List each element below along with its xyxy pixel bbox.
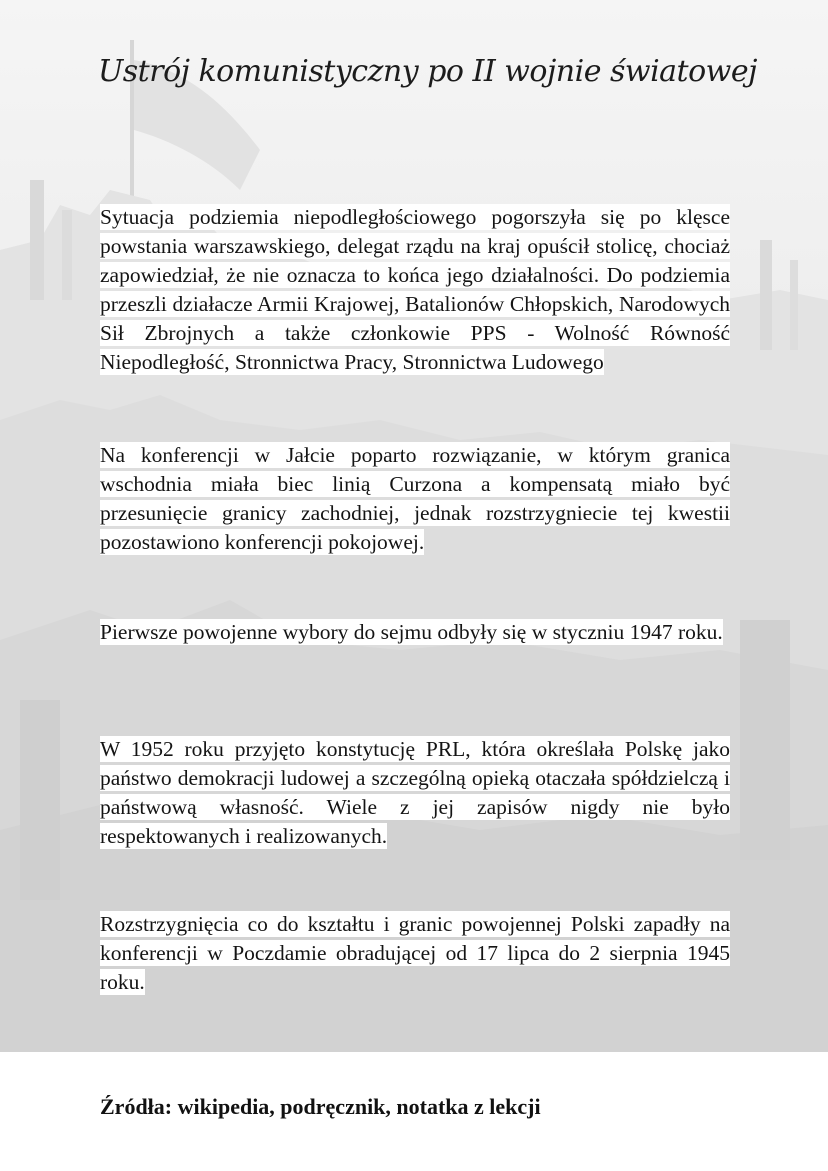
paragraph-2 <box>100 441 730 557</box>
sources-line: Źródła: wikipedia, podręcznik, notatka z lekcji <box>100 1094 541 1119</box>
paragraph-1 <box>100 203 730 377</box>
paragraph-4 <box>100 735 730 851</box>
paragraph-5 <box>100 910 730 997</box>
paragraph-2-text: Na konferencji w Jałcie poparto rozwiązanie, w którym granica wschodnia miała biec linią Curzona a kompensatą miało być przesunięcie granicy zachodniej, jednak rozstrzygniecie tej kwestii pozostawiono konferencji pokojowej. <box>100 443 730 554</box>
paragraph-4-text: W 1952 roku przyjęto konstytucję PRL, która określała Polskę jako państwo demokracji ludowej a szczególną opieką otaczała spółdzielczą i państwową własność. Wiele z jej zapisów nigdy nie było respektowanych i realizowanych. <box>100 737 730 848</box>
paragraph-3-text: Pierwsze powojenne wybory do sejmu odbyły się w styczniu 1947 roku. <box>100 620 723 644</box>
paragraph-1-text: Sytuacja podziemia niepodległościowego pogorszyła się po klęsce powstania warszawskiego, delegat rządu na kraj opuścił stolicę, chociaż zapowiedział, że nie oznacza to końca jego działalności. Do podziemia przeszli działacze Armii Krajowej, Batalionów Chłopskich, Narodowych Sił Zbrojnych a także członkowie PPS - Wolność Równość Niepodległość, Stronnictwa Pracy, Stronnictwa Ludowego <box>100 205 730 374</box>
paragraph-3 <box>100 618 730 647</box>
paragraph-5-text: Rozstrzygnięcia co do kształtu i granic powojennej Polski zapadły na konferencji w Poczdamie obradującej od 17 lipca do 2 sierpnia 1945 roku. <box>100 912 730 994</box>
page-title: Ustrój komunistyczny po II wojnie światowej <box>98 54 757 89</box>
